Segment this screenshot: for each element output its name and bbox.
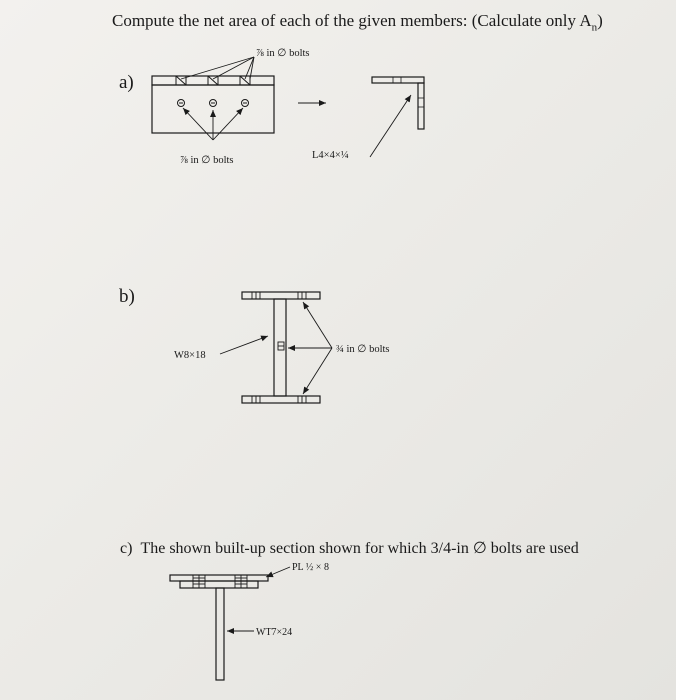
angle-cross-section: [372, 77, 424, 129]
part-a-label: a): [119, 72, 134, 93]
part-b-label: b): [119, 286, 135, 307]
part-c-tee-label: WT7×24: [256, 627, 293, 638]
w-top-flange: [242, 292, 320, 299]
part-a-top-bolt-note: ⅞ in ∅ bolts: [256, 48, 310, 59]
part-c-statement: c) The shown built-up section shown for which 3/4-in ∅ bolts are used: [120, 540, 579, 557]
bolt-holes: [178, 100, 249, 107]
part-a-figure: [152, 57, 424, 157]
tee-flange: [180, 581, 258, 588]
plate-label-leader: [266, 567, 290, 577]
w-bolt-marks: [252, 292, 306, 403]
part-a-section-label: L4×4×¼: [312, 150, 349, 161]
part-b-section-label: W8×18: [174, 350, 206, 361]
part-a-bottom-bolt-note: ⅞ in ∅ bolts: [180, 155, 234, 166]
part-c-plate-label: PL ½ × 8: [292, 562, 329, 573]
w-bottom-flange: [242, 396, 320, 403]
problem-title: Compute the net area of each of the given members: (Calculate only $A_n$): [112, 11, 603, 34]
cover-plate: [170, 575, 268, 581]
bottom-note-leaders: [183, 108, 243, 140]
w-bolt-leaders: [288, 302, 332, 394]
part-c-figure: [170, 567, 293, 680]
tee-stem: [216, 588, 224, 680]
w-label-leader: [220, 336, 268, 354]
part-b-figure: [220, 292, 332, 403]
part-b-bolt-note: ¾ in ∅ bolts: [336, 344, 390, 355]
angle-label-leader: [370, 95, 411, 157]
